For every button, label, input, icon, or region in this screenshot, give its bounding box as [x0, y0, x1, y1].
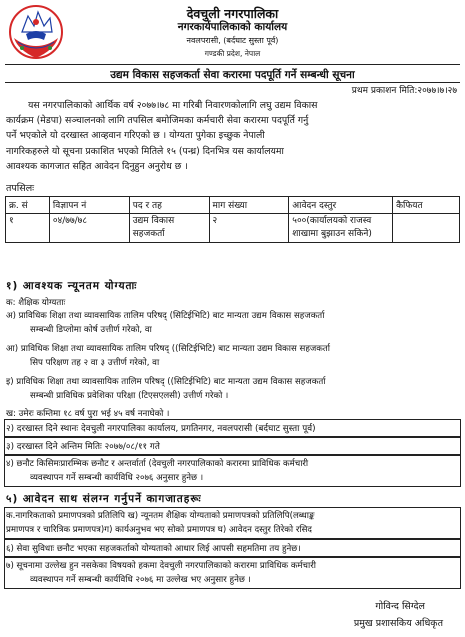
selection-line: ४) छनौट किसिमःप्रारम्भिक छनौट र अन्तर्वार्ता (देवचुली नगरपालिकाको करारमा प्राविधिक कर्मचारी [6, 459, 309, 469]
intro-line: नागरिकहरुले यो सूचना प्रकाशित भएको मितिले १५ (पन्ध्र) दिनभित्र यस कार्यालयमा [6, 145, 284, 157]
vacancy-table [5, 196, 460, 243]
col-header-post: पद र तह [129, 197, 209, 214]
qualification-line: सम्बन्धी डिप्लोमा कोर्ष उत्तीर्ण गरेको, वा [30, 324, 152, 335]
documents-line: क.नागरिकताको प्रमाणपत्रको प्रतिलिपि ख) न्यूनतम शैक्षिक योग्यताको प्रमाणपत्रको प्रतिलिपि(लब्धाङ्क [6, 511, 315, 521]
documents-line: प्रमाणपत्र र चारित्रिक प्रमाणपत्र)ग) कार्यअनुभव भए सोको प्रमाणपत्र घ) आवेदन दस्तुर तिरेको रसिद [6, 524, 312, 535]
col-header-ad-number: विज्ञापन नं [49, 197, 129, 214]
cell-fee: ५००(कार्यालयको राजस्व शाखामा बुझाउन सकिने) [289, 214, 393, 243]
selection-line: व्यवस्थापन गर्ने सम्बन्धी कार्यविधि २०७६ अनुसार हुनेछ । [30, 472, 204, 483]
qualification-item [6, 343, 460, 370]
details-label: तपसिलः [6, 183, 35, 194]
notice-title: उद्यम विकास सहजकर्ता सेवा करारमा पदपूर्ति गर्ने सम्बन्धी सूचना [110, 69, 355, 81]
qualification-heading: १) आवश्यक न्यूनतम योग्यताः [6, 280, 138, 292]
qualification-line: सम्बन्धी प्राविधिक प्रवेशिका परिक्षा (टिएसएलसी) उत्तीर्ण गरेको । [30, 390, 229, 401]
qualification-line: आ) प्राविधिक शिक्षा तथा व्यावसायिक तालिम परिषद् ((सिटिईभिटि) बाट मान्यता उद्यम विकास सहजकर्ता [6, 344, 331, 354]
municipality-name: देवचुली नगरपालिका [186, 6, 279, 21]
education-label: क: शैक्षिक योग्यताः [6, 298, 66, 308]
province-name: गण्डकी प्रदेश, नेपाल [204, 49, 261, 58]
documents-heading: ५) आवेदन साथ संलग्न गर्नुपर्ने कागजातहरूः [6, 493, 202, 505]
table-row [6, 214, 460, 243]
application-place: २) दरखास्त दिने स्थानः देवचुली नगरपालिका कार्यालय, प्रगतिनगर, नवलपरासी (बर्दघाट सुस्ता पूर्व) [6, 424, 316, 434]
qualification-line: इ) प्राविधिक शिक्षा तथा व्यावसायिक तालिम परिषद् ((सिटिईभिटि) बाट मान्यता उद्यम विकास सहजकर्ता [6, 377, 326, 387]
cell-serial: १ [6, 214, 50, 243]
intro-line: यस नगरपालिकाको आर्थिक वर्ष २०७७।७८ मा गरिबी निवारणकोलागि लघु उद्यम विकास [28, 100, 318, 111]
publish-date: प्रथम प्रकाशन मिति:२०७७।७।२७ [351, 86, 457, 96]
qualification-line: अ) प्राविधिक शिक्षा तथा व्यावसायिक तालिम परिषद् (सिटिईभिटि) बाट मान्यता उद्यम विकास सहजकर्ता [6, 311, 325, 321]
qualification-line: सिप परिक्षण तह २ वा ३ उत्तीर्ण गरेको, वा [30, 357, 160, 368]
application-deadline: ३) दरखास्त दिने अन्तिम मितिः २०७७/०८/११ गते [6, 442, 160, 452]
intro-line: आवश्यक कागजात सहित आवेदन दिनुहुन अनुरोध छ । [6, 160, 188, 172]
cell-demand: २ [209, 214, 289, 243]
col-header-demand: माग संख्या [209, 197, 289, 214]
cell-remarks [393, 214, 460, 243]
intro-line: कार्यक्रम (मेडपा) सञ्चालनको लागि तपसिल बमोजिमका कर्मचारी सेवा करारमा पदपूर्ति गर्नु [6, 115, 309, 127]
qualification-item [6, 310, 460, 337]
provision-line: व्यवस्थापन गर्ने सम्बन्धी कार्यविधि २०७६ मा उल्लेख भए अनुसार हुनेछ । [30, 574, 251, 585]
office-name: नगरकार्यपालिकाको कार्यालय [177, 21, 288, 33]
col-header-serial: क्र. सं [6, 197, 50, 214]
office-address: नवलपरासी, (बर्दघाट सुस्ता पूर्व) [186, 36, 279, 45]
provision-line: ७) सूचनामा उल्लेख हुन नसकेका विषयको हकमा देवचुली नगरपालिकाको करारमा प्राविधिक कर्मचारी [6, 561, 316, 571]
age-requirement: ख: उमेरः कम्तिमा १८ वर्ष पुरा भई ४५ वर्ष ननाघेको । [6, 409, 170, 419]
cell-ad-number: ०४/७७/७८ [49, 214, 129, 243]
service-facility: ६) सेवा सुविधाः छनौट भएका सहजकर्ताको योग्यताको आधार लिई आपसी सहमतिमा तय हुनेछ। [6, 544, 301, 554]
cell-post: उद्यम विकास सहजकर्ता [129, 214, 209, 243]
col-header-remarks: कैफियत [393, 197, 460, 214]
other-provisions [6, 560, 460, 587]
documents-list [6, 510, 460, 537]
signatory-title: प्रमुख प्रशासकिय अधिकृत [353, 618, 443, 629]
signatory-name: गोविन्द सिग्देल [375, 601, 425, 612]
qualification-item [6, 376, 460, 403]
col-header-fee: आवेदन दस्तुर [289, 197, 393, 214]
selection-method [6, 458, 460, 485]
table-header-row [6, 197, 460, 214]
intro-line: पर्ने भएकोले यो दरखास्त आव्हवान गरिएको छ । योग्यता पुगेका इच्छुक नेपाली [6, 130, 265, 142]
intro-paragraph [6, 98, 460, 174]
header-divider [5, 64, 460, 65]
